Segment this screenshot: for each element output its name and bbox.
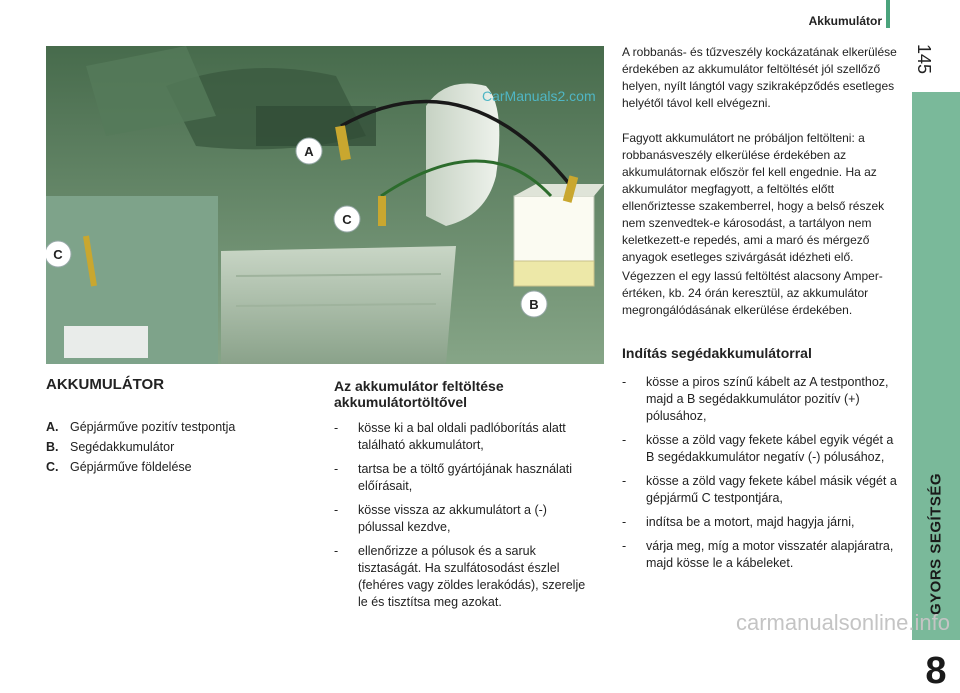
charging-steps [334,420,596,618]
label-a-marker [296,138,322,164]
warning-paragraph-2: Fagyott akkumulátort ne próbáljon feltölteni: a robbanásveszély elkerülése érdekében az akkumulátornak először fel kell engednie. Ha az akkumulátor megfagyott, a feltöltés előtt ellenőriztesse szakemberrel, hogy a belső részek nem szenvedtek-e károsodást, a tartályon nem keletkezett-e repedés, ami a maró és mérgező anyagok esetleges szivárgását idézheti elő. [622,131,885,264]
jump-start-steps [622,374,900,579]
label-c-inset: C [53,247,63,262]
list-item: - kösse a zöld vagy fekete kábel egyik végét a B segédakkumulátor negatív (-) pólusához, [622,432,900,466]
list-item: - kösse a piros színű kábelt az A testponthoz, majd a B segédakkumulátor pozitív (+) pólusához, [622,374,900,425]
page-header-title: Akkumulátor [808,14,882,28]
warning-paragraph-3: Végezzen el egy lassú feltöltést alacsony Amper-értéken, kb. 24 órán keresztül, az akkumulátor megrongálódásának elkerülése érdekében. [622,269,883,317]
legend-item [46,460,306,474]
list-item: - kösse vissza az akkumulátort a (-) pólussal kezdve, [334,502,596,536]
chapter-title: GYORS SEGÍTSÉG [927,472,945,616]
list-item: - kösse ki a bal oldali padlóborítás alatt található akkumulátort, [334,420,596,454]
jump-start-heading: Indítás segédakkumulátorral [622,345,812,361]
footer-watermark: carmanualsonline.info [735,610,950,635]
legend-item [46,440,306,454]
charging-heading-line1: Az akkumulátor feltöltése [334,378,504,394]
legend-item [46,420,306,434]
chapter-side-tab [912,92,960,692]
legend-text: Gépjárműve földelése [70,460,192,474]
header-accent-bar [886,0,890,28]
list-item: - várja meg, míg a motor visszatér alapjáratra, majd kösse le a kábeleket. [622,538,900,572]
list-item: - ellenőrizze a pólusok és a saruk tisztaságát. Ha szulfátosodást észlel (fehéres vagy zöldes lerakódás), szerelje le és tisztítsa meg azokat. [334,543,596,611]
list-item: - tartsa be a töltő gyártójának használati előírásait, [334,461,596,495]
photo-watermark: CarManuals2.com [482,88,596,104]
charging-heading [334,378,504,410]
chapter-number: 8 [925,650,947,692]
akkumulator-heading: AKKUMULÁTOR [46,376,165,393]
label-a: A [304,144,314,159]
charging-heading-line2: akkumulátortöltővel [334,394,468,410]
label-c: C [342,212,352,227]
label-b: B [529,297,539,312]
list-item: - indítsa be a motort, majd hagyja járni, [622,514,900,531]
legend-list [46,420,306,480]
label-b-marker [521,291,547,317]
label-c-inset-marker [46,241,71,267]
legend-key: C. [46,460,59,474]
label-c-main-marker [334,206,360,232]
legend-text: Gépjárműve pozitív testpontja [70,420,236,434]
legend-key: B. [46,440,59,454]
legend-key: A. [46,420,59,434]
page-number: 145 [914,44,934,75]
legend-text: Segédakkumulátor [70,440,175,454]
list-item: - kösse a zöld vagy fekete kábel másik végét a gépjármű C testpontjára, [622,473,900,507]
warning-paragraph-1: A robbanás- és tűzveszély kockázatának elkerülése érdekében az akkumulátor feltöltését jól szellőző helyen, nyílt lángtól vagy szikraképződés esetleges helyétől távol kell elvégezni. [622,45,897,110]
